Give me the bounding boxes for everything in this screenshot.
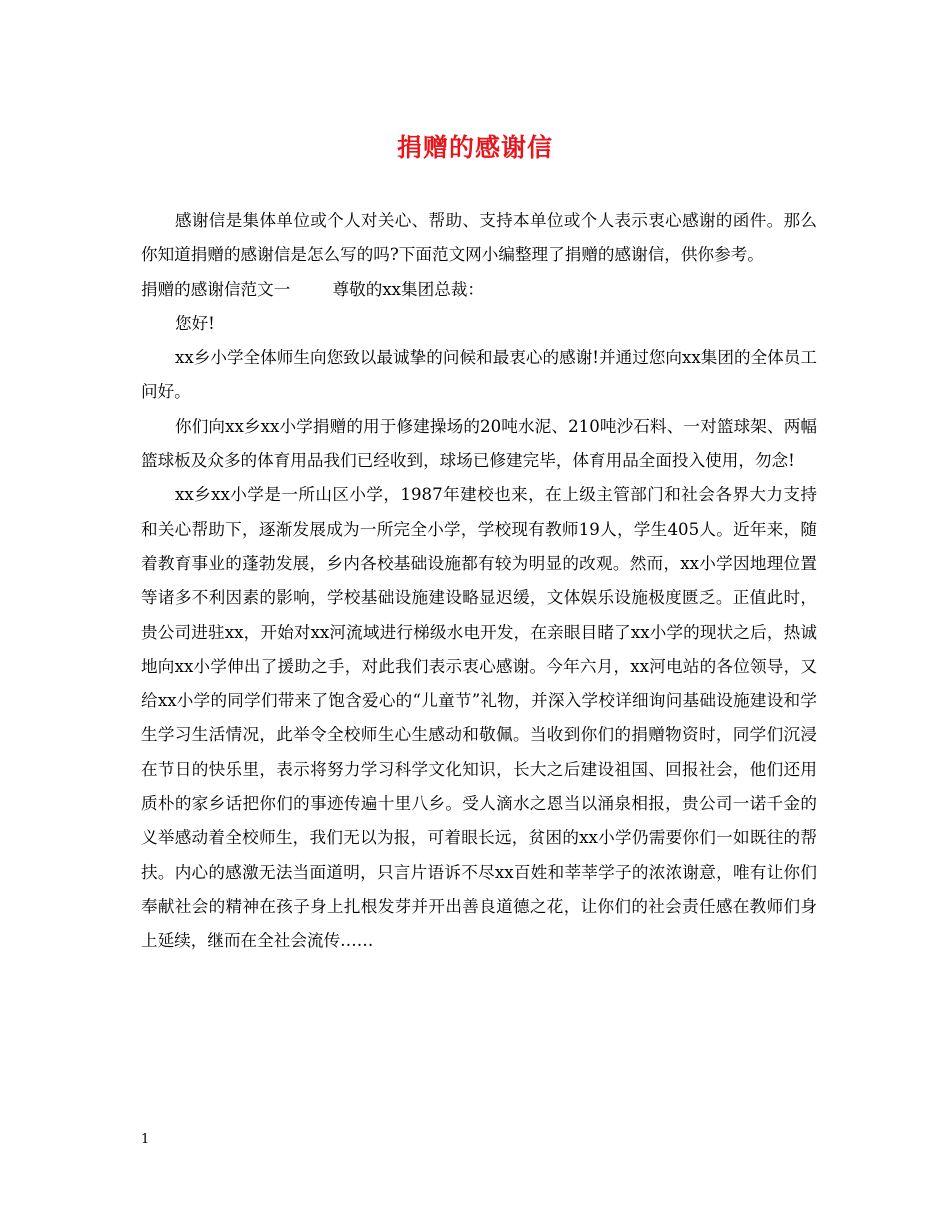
page-number: 1	[141, 1132, 150, 1147]
document-title: 捐赠的感谢信	[396, 133, 553, 162]
sample-heading-line	[141, 273, 817, 307]
body-paragraph: xx乡小学全体师生向您致以最诚挚的问候和最衷心的感谢!并通过您向xx集团的全体员工问好。	[141, 348, 817, 402]
salutation: 尊敬的xx集团总裁：	[332, 279, 485, 299]
sample-heading: 捐赠的感谢信范文一	[141, 279, 291, 299]
intro-paragraph: 感谢信是集体单位或个人对关心、帮助、支持本单位或个人表示衷心感谢的函件。那么你知道捐赠的感谢信是怎么写的吗?下面范文网小编整理了捐赠的感谢信，供你参考。	[141, 211, 817, 265]
body-paragraph: xx乡xx小学是一所山区小学，1987年建校也来，在上级主管部门和社会各界大力支持和关心帮助下，逐渐发展成为一所完全小学，学校现有教师19人，学生405人。近年来，随着教育事业的蓬勃发展，乡内各校基础设施都有较为明显的改观。然而，xx小学因地理位置等诸多不利因素的影响，学校基础设施建设略显迟缓，文体娱乐设施极度匮乏。正值此时，贵公司进驻xx，开始对xx河流域进行梯级水电开发，在亲眼目睹了xx小学的现状之后，热诚地向xx小学伸出了援助之手，对此我们表示衷心感谢。今年六月，xx河电站的各位领导，又给xx小学的同学们带来了饱含爱心的“儿童节”礼物，并深入学校详细询问基础设施建设和学生学习生活情况，此举令全校师生心生感动和敬佩。当收到你们的捐赠物资时，同学们沉浸在节日的快乐里，表示将努力学习科学文化知识，长大之后建设祖国、回报社会，他们还用质朴的家乡话把你们的事迹传遍十里八乡。受人滴水之恩当以涌泉相报，贵公司一诺千金的义举感动着全校师生，我们无以为报，可着眼长远，贫困的xx小学仍需要你们一如既往的帮扶。内心的感激无法当面道明，只言片语诉不尽xx百姓和莘莘学子的浓浓谢意，唯有让你们奉献社会的精神在孩子身上扎根发芽并开出善良道德之花，让你们的社会责任感在教师们身上延续，继而在全社会流传……	[141, 485, 817, 951]
greeting: 您好!	[175, 313, 215, 333]
body-paragraph: 你们向xx乡xx小学捐赠的用于修建操场的20吨水泥、210吨沙石料、一对篮球架、两幅篮球板及众多的体育用品我们已经收到，球场已修建完毕，体育用品全面投入使用，勿念!	[141, 416, 817, 471]
document-body	[141, 204, 817, 959]
